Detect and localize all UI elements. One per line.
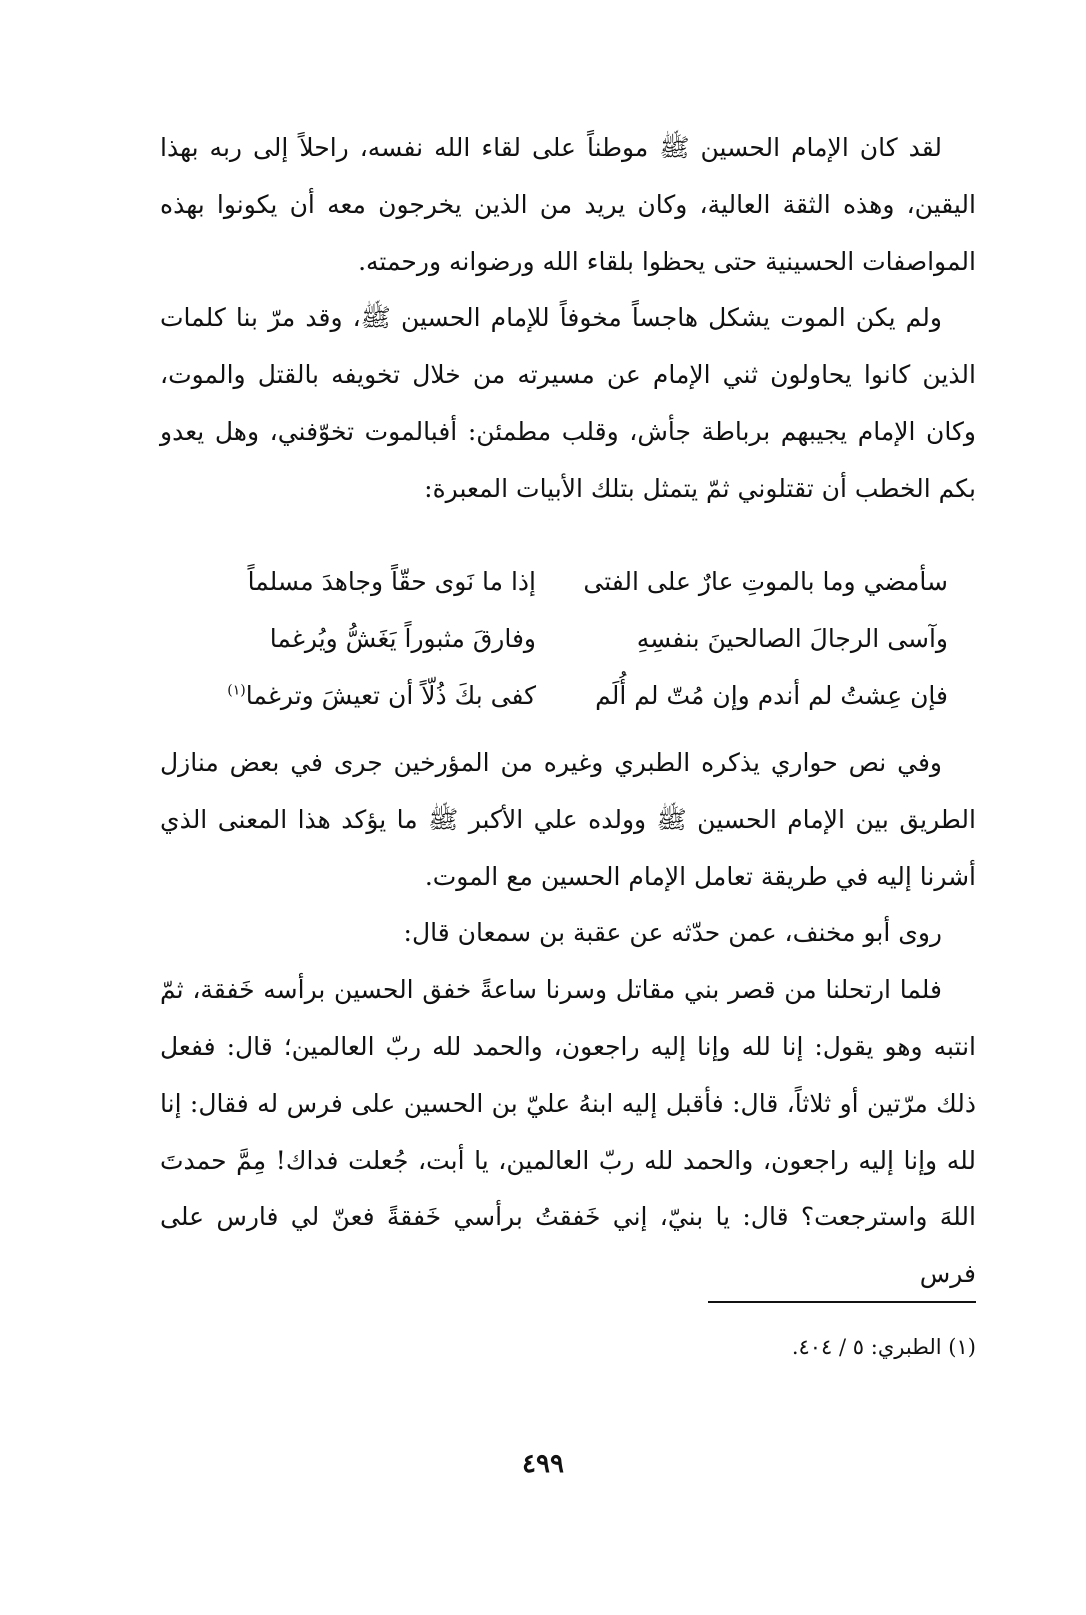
paragraph-tabari-dialogue: وفي نص حواري يذكره الطبري وغيره من المؤرخين جرى في بعض منازل الطريق بين الإمام الحسين ﷺ وولده علي الأكبر ﷺ ما يؤكد هذا المعنى الذي أشرنا إليه في طريقة تعامل الإمام الحسين مع الموت. (160, 748, 976, 891)
poem-verses (160, 553, 976, 724)
page-number: ٤٩٩ (522, 1449, 564, 1479)
verse-first-hemistich: وآسى الرجالَ الصالحينَ بنفسِهِ (636, 624, 948, 653)
body-text-top (160, 120, 976, 518)
footnote-divider (708, 1301, 976, 1303)
paragraph-abu-mikhnaf: روى أبو مخنف، عمن حدّثه عن عقبة بن سمعان قال: (403, 918, 942, 948)
footnote: (١) الطبري: ٥ / ٤٠٤. (791, 1335, 976, 1359)
paragraph-imam-certainty: لقد كان الإمام الحسين ﷺ موطناً على لقاء الله نفسه، راحلاً إلى ربه بهذا اليقين، وهذه الثقة العالية، وكان يريد من الذين يخرجون معه أن يكونوا بهذه المواصفات الحسينية حتى يحظوا بلقاء الله ورضوانه ورحمته. (160, 133, 976, 276)
verse-second-hemistich-text: كفى بكَ ذُلّاً أن تعيشَ وترغما (245, 681, 536, 710)
verse-second-hemistich: وفارقَ مثبوراً يَغَشُّ ويُرغما (269, 624, 536, 653)
footnote-marker: (١) (227, 682, 246, 699)
verse-first-hemistich: سأمضي وما بالموتِ عارٌ على الفتى (583, 567, 948, 596)
paragraph-death-not-feared: ولم يكن الموت يشكل هاجساً مخوفاً للإمام الحسين ﷺ، وقد مرّ بنا كلمات الذين كانوا يحاولون ثني الإمام عن مسيرته من خلال تخويفه بالقتل والموت، وكان الإمام يجيبهم برباطة جأش، وقلب مطمئن: أفبالموت تخوّفني، وهل يعدو بكم الخطب أن تقتلوني ثمّ يتمثل بتلك الأبيات المعبرة: (160, 303, 976, 503)
verse-second-hemistich (227, 667, 536, 724)
verse-second-hemistich: إذا ما نَوى حقّاً وجاهدَ مسلماً (247, 567, 536, 596)
verse-line (160, 667, 976, 724)
paragraph-narration: فلما ارتحلنا من قصر بني مقاتل وسرنا ساعةً خفق الحسين برأسه خَفقة، ثمّ انتبه وهو يقول: إنا لله وإنا إليه راجعون، والحمد لله ربّ العالمين؛ قال: ففعل ذلك مرّتين أو ثلاثاً، قال: فأقبل إليه ابنهُ عليّ بن الحسين على فرس له فقال: إنا لله وإنا إليه راجعون، والحمد لله ربّ العالمين، يا أبت، جُعلت فداك! مِمَّ حمدتَ اللهَ واسترجعت؟ قال: يا بنيّ، إني خَفقتُ برأسي خَفقةً فعنّ لي فارس على فرس (160, 975, 976, 1289)
verse-first-hemistich: فإن عِشتُ لم أندم وإن مُتّ لم أُلَم (595, 681, 948, 710)
verse-line (160, 553, 976, 610)
verse-line (160, 610, 976, 667)
body-text-bottom (160, 735, 976, 1303)
